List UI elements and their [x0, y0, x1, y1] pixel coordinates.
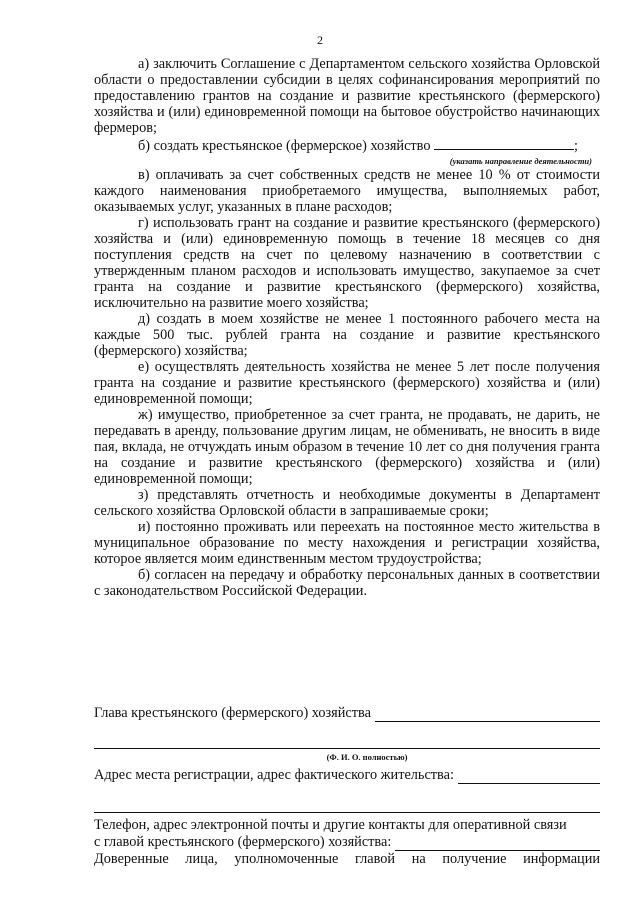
- item-a: а) заключить Соглашение с Департаментом сельского хозяйства Орловской области о предоставлении субсидии в целях софинансирования мероприятий по предоставлению грантов на создание и развитие крестьянского (фермерского) хозяйства и (или) единовременной помощи на бытовое обустройство начинающих фермеров;: [94, 56, 600, 136]
- head-signature-field[interactable]: [375, 707, 600, 722]
- address-row: [94, 767, 600, 784]
- head-label: Глава крестьянского (фермерского) хозяйства: [94, 705, 371, 721]
- contacts-field[interactable]: [395, 836, 600, 851]
- item-b2: б) согласен на передачу и обработку персональных данных в соответствии с законодательством Российской Федерации.: [94, 567, 600, 599]
- contacts-row: [94, 834, 600, 851]
- address-label: Адрес места регистрации, адрес фактического жительства:: [94, 767, 454, 783]
- address-field-line-2[interactable]: [94, 798, 600, 813]
- page-number: 2: [317, 33, 323, 47]
- item-e: е) осуществлять деятельность хозяйства не менее 5 лет после получения гранта на создание и развитие крестьянского (фермерского) хозяйства и (или) единовременной помощи;: [94, 359, 600, 407]
- item-b-text: б) создать крестьянское (фермерское) хозяйство: [138, 138, 431, 154]
- signature-block: [94, 705, 600, 868]
- item-z: з) представлять отчетность и необходимые документы в Департамент сельского хозяйства Орловской области в запрашиваемые сроки;: [94, 487, 600, 519]
- head-name-field[interactable]: [94, 734, 600, 749]
- contacts-label-1: Телефон, адрес электронной почты и другие контакты для оперативной связи: [94, 817, 567, 833]
- item-b-end: ;: [574, 138, 579, 154]
- address-field[interactable]: [458, 769, 600, 784]
- trusted-label: Доверенные лица, уполномоченные главой на получение информации: [94, 851, 600, 867]
- item-zh: ж) имущество, приобретенное за счет гранта, не продавать, не дарить, не передавать в аренду, пользование другим лицам, не обменивать, не вносить в виде пая, вклада, не отчуждать иным образом в течение 10 лет со дня получения гранта на создание и развитие крестьянского (фермерского) хозяйства и (или) единовременной помощи;: [94, 407, 600, 487]
- contacts-label-2: с главой крестьянского (фермерского) хозяйства:: [94, 834, 392, 850]
- item-d: д) создать в моем хозяйстве не менее 1 постоянного рабочего места на каждые 500 тыс. рублей гранта на создание и развитие крестьянского (фермерского) хозяйства;: [94, 311, 600, 359]
- item-b: [94, 138, 600, 154]
- item-g: г) использовать грант на создание и развитие крестьянского (фермерского) хозяйства и (или) единовременную помощь в течение 18 месяцев со дня поступления средств на счет по целевому назначению в соответствии с утвержденным планом расходов и использовать имущество, закупаемое за счет гранта на создание и развитие крестьянского (фермерского) хозяйства, исключительно на развитие моего хозяйства;: [94, 215, 600, 311]
- obligations-list: [94, 56, 600, 599]
- activity-field[interactable]: [434, 149, 574, 150]
- item-i: и) постоянно проживать или переехать на постоянное место жительства в муниципальное образование по месту нахождения и регистрации хозяйства, которое является моим единственным местом трудоустройства;: [94, 519, 600, 567]
- name-note: (Ф. И. О. полностью): [326, 752, 408, 762]
- activity-note: (указать направление деятельности): [449, 156, 592, 166]
- head-row: [94, 705, 600, 722]
- item-v: в) оплачивать за счет собственных средств не менее 10 % от стоимости каждого наименования приобретаемого имущества, выполняемых работ, оказываемых услуг, указанных в плане расходов;: [94, 167, 600, 215]
